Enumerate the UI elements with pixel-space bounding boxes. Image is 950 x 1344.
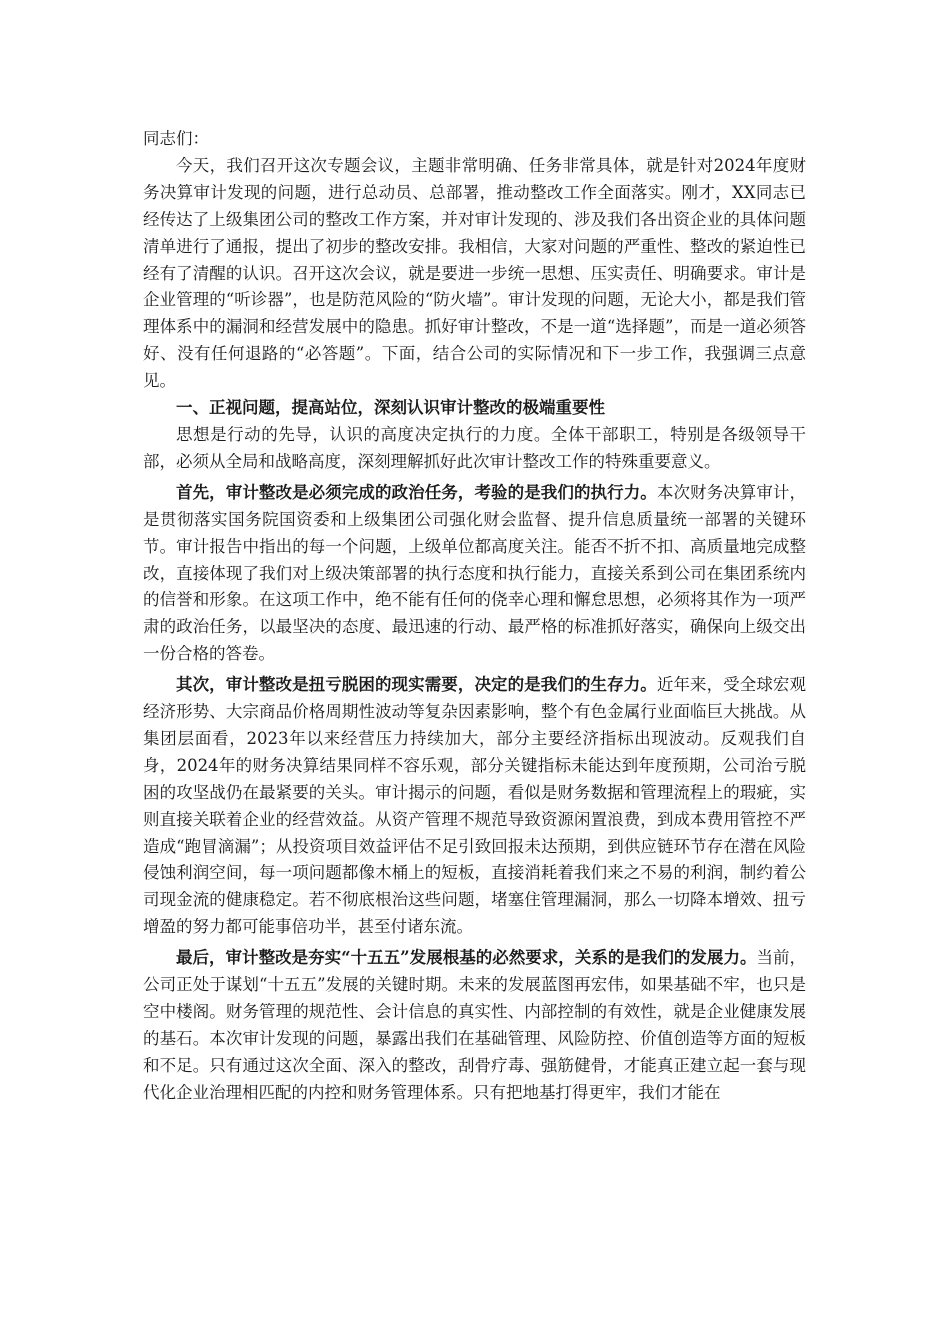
point-3-title: 最后，审计整改是夯实“十五五”发展根基的必然要求，关系的是我们的发展力。 — [176, 948, 757, 968]
section-1-heading: 一、正视问题，提高站位，深刻认识审计整改的极端重要性 — [176, 398, 605, 418]
intro-paragraph: 今天，我们召开这次专题会议，主题非常明确、任务非常具体，就是针对2024年度财务决算审计发现的问题，进行总动员、总部署，推动整改工作全面落实。刚才，XX同志已经传达了上级集团公司的整改工作方案，并对审计发现的、涉及我们各出资企业的具体问题清单进行了通报，提出了初步的整改安排。我相信，大家对问题的严重性、整改的紧迫性已经有了清醒的认识。召开这次会议，就是要进一步统一思想、压实责任、明确要求。审计是企业管理的“听诊器”，也是防范风险的“防火墙”。审计发现的问题，无论大小，都是我们管理体系中的漏洞和经营发展中的隐患。抓好审计整改，不是一道“选择题”，而是一道必须答好、没有任何退路的“必答题”。下面，结合公司的实际情况和下一步工作，我强调三点意见。 — [143, 155, 806, 391]
point-1-paragraph — [143, 480, 806, 668]
point-2-title: 其次，审计整改是扭亏脱困的现实需要，决定的是我们的生存力。 — [176, 675, 657, 695]
point-3-paragraph — [143, 945, 806, 1106]
point-2-paragraph — [143, 672, 806, 941]
point-1-title: 首先，审计整改是必须完成的政治任务，考验的是我们的执行力。 — [176, 482, 657, 502]
point-2-body: 近年来，受全球宏观经济形势、大宗商品价格周期性波动等复杂因素影响，整个有色金属行业面临巨大挑战。从集团层面看，2023年以来经营压力持续加大，部分主要经济指标出现波动。反观我们自身，2024年的财务决算结果同样不容乐观，部分关键指标未能达到年度预期，公司治亏脱困的攻坚战仍在最紧要的关头。审计揭示的问题，看似是财务数据和管理流程上的瑕疵，实则直接关联着企业的经营效益。从资产管理不规范导致资源闲置浪费，到成本费用管控不严造成“跑冒滴漏”；从投资项目效益评估不足引致回报未达预期，到供应链环节存在潜在风险侵蚀利润空间，每一项问题都像木桶上的短板，直接消耗着我们来之不易的利润，制约着公司现金流的健康稳定。若不彻底根治这些问题，堵塞住管理漏洞，那么一切降本增效、扭亏增盈的努力都可能事倍功半，甚至付诸东流。 — [143, 675, 807, 937]
document-page — [143, 126, 806, 1107]
point-1-body: 本次财务决算审计，是贯彻落实国务院国资委和上级集团公司强化财会监督、提升信息质量统一部署的关键环节。审计报告中指出的每一个问题，上级单位都高度关注。能否不折不扣、高质量地完成整改，直接体现了我们对上级决策部署的执行态度和执行能力，直接关系到公司在集团系统内的信誉和形象。在这项工作中，绝不能有任何的侥幸心理和懈怠思想，必须将其作为一项严肃的政治任务，以最坚决的态度、最迅速的行动、最严格的标准抓好落实，确保向上级交出一份合格的答卷。 — [143, 482, 807, 664]
point-3-body: 当前，公司正处于谋划“十五五”发展的关键时期。未来的发展蓝图再宏伟，如果基础不牢，也只是空中楼阁。财务管理的规范性、会计信息的真实性、内部控制的有效性，就是企业健康发展的基石。本次审计发现的问题，暴露出我们在基础管理、风险防控、价值创造等方面的短板和不足。只有通过这次全面、深入的整改，刮骨疗毒、强筋健骨，才能真正建立起一套与现代化企业治理相匹配的内控和财务管理体系。只有把地基打得更牢，我们才能在 — [143, 948, 807, 1102]
salutation: 同志们： — [143, 129, 209, 148]
section-1-lead-paragraph: 思想是行动的先导，认识的高度决定执行的力度。全体干部职工，特别是各级领导干部，必须从全局和战略高度，深刻理解抓好此次审计整改工作的特殊重要意义。 — [143, 424, 806, 471]
